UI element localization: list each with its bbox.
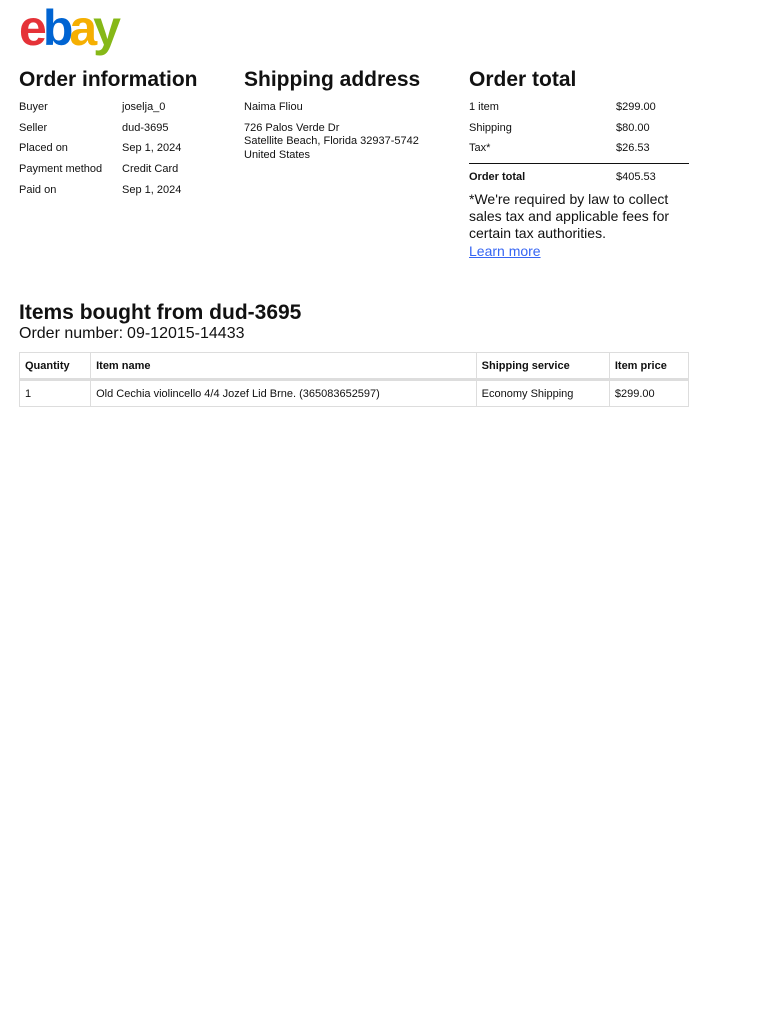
address-city-line: Satellite Beach, Florida 32937-5742 [244,135,419,147]
order-number-label: Order number: [19,325,124,342]
col-header-quantity: Quantity [20,353,91,381]
payment-method-value: Credit Card [122,163,179,175]
address-street: 726 Palos Verde Dr [244,122,340,134]
total-divider [469,163,689,164]
col-header-item-price: Item price [610,353,688,381]
tax-label: Tax* [469,142,491,154]
paid-on-value: Sep 1, 2024 [122,184,182,196]
buyer-value: joselja_0 [122,101,166,113]
logo-letter-e: e [19,0,43,56]
shipping-cost-value: $80.00 [616,122,650,134]
logo-letter-a: a [69,0,94,56]
shipping-address-title: Shipping address [244,68,421,91]
table-row [20,381,688,406]
items-count-label: 1 item [469,101,499,113]
order-information-title: Order information [19,68,198,91]
table-header-row [20,353,688,381]
logo-letter-b: b [42,0,70,56]
grand-total-label: Order total [469,171,526,183]
learn-more-link[interactable]: Learn more [469,243,541,259]
item-name: Old Cechia violincello 4/4 Jozef Lid Brne. (365083652597) [91,381,477,406]
buyer-label: Buyer [19,101,48,113]
placed-on-value: Sep 1, 2024 [122,142,182,154]
col-header-item-name: Item name [91,353,477,381]
item-shipping-service: Economy Shipping [477,381,610,406]
items-subtotal-value: $299.00 [616,101,656,113]
items-table [19,352,689,407]
col-header-shipping-service: Shipping service [477,353,610,381]
order-number [19,325,244,343]
paid-on-label: Paid on [19,184,57,196]
payment-method-label: Payment method [19,163,103,175]
items-bought-title: Items bought from dud-3695 [19,301,302,324]
seller-label: Seller [19,122,48,134]
tax-value: $26.53 [616,142,650,154]
ebay-logo[interactable] [19,0,117,56]
item-quantity: 1 [20,381,91,406]
item-price: $299.00 [614,387,655,400]
logo-letter-y: y [93,0,117,56]
address-country: United States [244,149,311,161]
order-number-value: 09-12015-14433 [127,325,245,342]
shipping-cost-label: Shipping [469,122,512,134]
order-total-title: Order total [469,68,577,91]
placed-on-label: Placed on [19,142,68,154]
grand-total-value: $405.53 [616,171,656,183]
tax-note: *We're required by law to collect sales tax and applicable fees for certain tax authorities. [469,191,670,241]
recipient-name: Naima Fliou [244,101,303,113]
seller-value: dud-3695 [122,122,169,134]
